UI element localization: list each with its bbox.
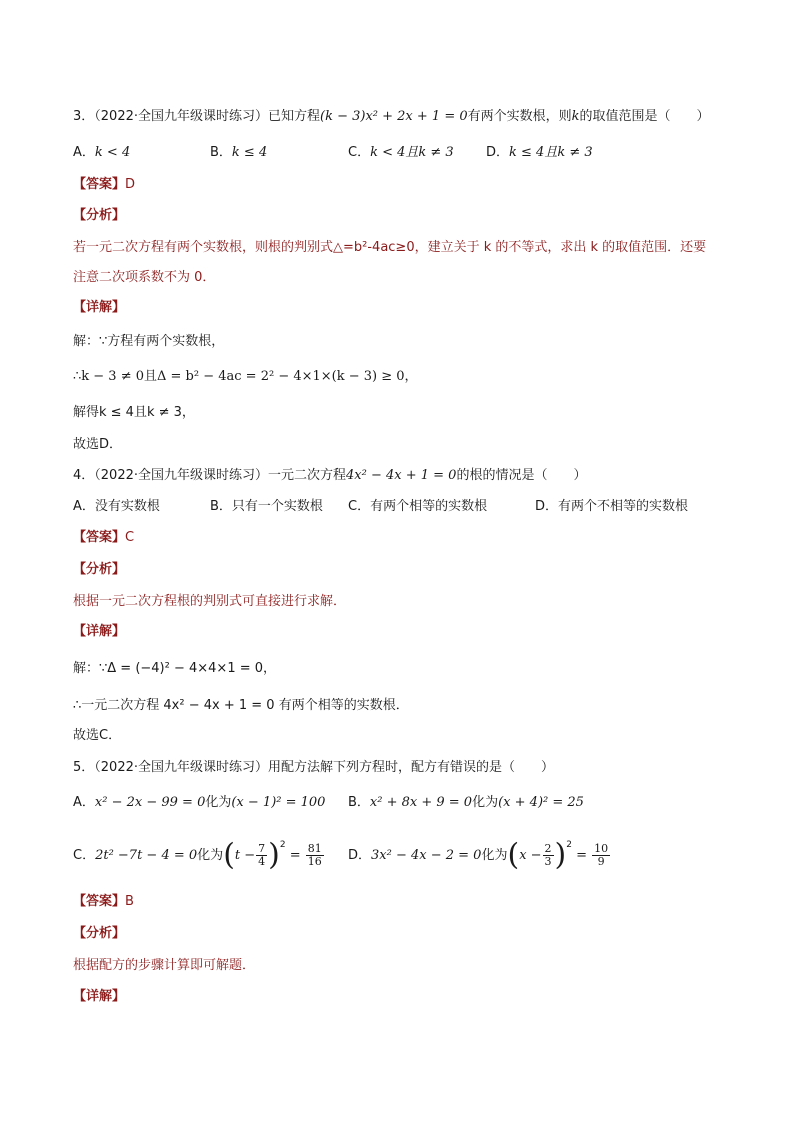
numerator: 10 (594, 842, 609, 855)
fraction (592, 843, 610, 868)
option-letter: A． (73, 499, 95, 514)
q3-option-c[interactable] (348, 144, 454, 162)
answer-label: 【答案】 (73, 530, 126, 545)
q5-option-a[interactable] (73, 794, 325, 812)
option-text: k < 4且k ≠ 3 (370, 145, 454, 160)
q4-number: 4． (73, 468, 95, 483)
q3-option-b[interactable] (210, 144, 267, 162)
q3-stem (73, 108, 710, 126)
q3-option-d[interactable] (486, 144, 593, 162)
q3-stem-c: 的取值范围是（ ） (579, 109, 710, 124)
option-text: 有两个相等的实数根 (370, 499, 488, 514)
analysis-label: 【分析】 (73, 562, 126, 577)
q4-stem-b: 的根的情况是（ ） (456, 468, 587, 483)
fraction (543, 843, 554, 868)
q3-detail-4: 故选D． (73, 437, 123, 452)
option-letter: C． (73, 848, 96, 863)
q5-number: 5． (73, 760, 95, 775)
option-equation: x² + 8x + 9 = 0 (369, 795, 473, 810)
q5-source: （2022·全国九年级课时练习） (94, 760, 268, 775)
detail-label: 【详解】 (73, 300, 126, 315)
option-text: k < 4 (94, 145, 131, 160)
q3-number: 3． (73, 109, 95, 124)
option-equation: 3x² − 4x − 2 = 0 (371, 848, 482, 863)
numerator: 81 (307, 842, 322, 855)
q5-analysis-1: 根据配方的步骤计算即可解题． (73, 958, 256, 973)
answer-label: 【答案】 (73, 894, 126, 909)
option-mid: 化为 (205, 795, 232, 810)
denominator: 16 (307, 855, 322, 868)
q4-detail-3: 故选C． (73, 728, 122, 743)
option-mid: 化为 (472, 795, 499, 810)
numerator: 7 (258, 842, 266, 855)
exponent: 2 (566, 840, 572, 850)
q3-equation: (k − 3)x² + 2x + 1 = 0 (320, 109, 468, 124)
q3-analysis-label (73, 207, 125, 225)
q3-answer (73, 176, 135, 194)
option-inner: x − (519, 848, 542, 863)
analysis-label: 【分析】 (73, 208, 126, 223)
option-letter: D． (535, 499, 559, 514)
option-text: 只有一个实数根 (231, 499, 323, 514)
numerator: 2 (544, 842, 552, 855)
q4-analysis-label (73, 561, 125, 579)
option-letter: D． (486, 145, 510, 160)
fraction (256, 843, 267, 868)
q3-stem-a: 已知方程 (268, 109, 321, 124)
q4-equation: 4x² − 4x + 1 = 0 (346, 468, 457, 483)
option-text: k ≤ 4且k ≠ 3 (509, 145, 593, 160)
q3-analysis-1: 若一元二次方程有两个实数根，则根的判别式△=b²-4ac≥0，建立关于 k 的不等式，求出 k 的取值范围．还要 (73, 240, 707, 255)
q3-option-a[interactable] (73, 144, 130, 162)
option-text: 有两个不相等的实数根 (558, 499, 689, 514)
option-letter: B． (210, 499, 232, 514)
option-letter: D． (348, 848, 372, 863)
q4-option-b[interactable] (210, 498, 323, 516)
denominator: 4 (258, 855, 266, 868)
paren-close: ) (268, 837, 280, 873)
q3-analysis-2: 注意二次项系数不为 0． (73, 270, 216, 285)
q5-option-d[interactable] (348, 836, 611, 871)
detail-label: 【详解】 (73, 989, 126, 1004)
option-text: 没有实数根 (94, 499, 160, 514)
q4-detail-1: 解：∵Δ = (−4)² − 4×4×1 = 0， (73, 661, 277, 676)
q4-option-c[interactable] (348, 498, 487, 516)
denominator: 9 (597, 855, 605, 868)
paren-open: ( (223, 837, 235, 873)
option-mid: 化为 (481, 848, 508, 863)
paren-open: ( (507, 837, 520, 873)
q3-detail-1: 解：∵方程有两个实数根， (73, 334, 225, 349)
q3-var: k (571, 109, 580, 124)
option-inner: t − (234, 848, 256, 863)
q4-analysis-1: 根据一元二次方程根的判别式可直接进行求解． (73, 594, 347, 609)
option-letter: A． (73, 795, 95, 810)
q4-option-d[interactable] (535, 498, 688, 516)
option-letter: A． (73, 145, 95, 160)
option-equation: x² − 2x − 99 = 0 (94, 795, 206, 810)
analysis-label: 【分析】 (73, 926, 126, 941)
q4-source: （2022·全国九年级课时练习） (94, 468, 268, 483)
answer-value: B (125, 894, 134, 909)
equals-sign: = (572, 848, 592, 863)
paren-close: ) (554, 837, 567, 873)
q3-detail-label (73, 299, 125, 317)
option-letter: B． (348, 795, 370, 810)
fraction (306, 843, 324, 868)
detail-label: 【详解】 (73, 624, 126, 639)
q3-detail-2: ∴k − 3 ≠ 0且Δ = b² − 4ac = 2² − 4×1×(k − 3) ≥ 0， (73, 369, 418, 384)
q4-option-a[interactable] (73, 498, 160, 516)
q4-stem (73, 467, 586, 485)
denominator: 3 (544, 855, 552, 868)
q4-detail-label (73, 623, 125, 641)
option-text: k ≤ 4 (231, 145, 268, 160)
answer-value: D (125, 177, 136, 192)
option-mid: 化为 (197, 848, 224, 863)
exponent: 2 (279, 840, 286, 850)
q4-answer (73, 529, 134, 547)
option-letter: C． (348, 145, 371, 160)
q3-source: （2022·全国九年级课时练习） (94, 109, 268, 124)
option-letter: B． (210, 145, 232, 160)
answer-value: C (125, 530, 135, 545)
q5-analysis-label (73, 925, 125, 943)
option-equation: 2t² −7t − 4 = 0 (95, 848, 198, 863)
q4-stem-a: 一元二次方程 (268, 468, 347, 483)
option-letter: C． (348, 499, 371, 514)
equals-sign: = (285, 848, 305, 863)
q5-option-b[interactable] (348, 794, 584, 812)
q5-option-c[interactable] (73, 836, 325, 871)
q3-stem-b: 有两个实数根，则 (467, 109, 572, 124)
q5-answer (73, 893, 134, 911)
option-result: (x − 1)² = 100 (231, 795, 326, 810)
answer-label: 【答案】 (73, 177, 126, 192)
q5-detail-label (73, 988, 125, 1006)
q5-stem (73, 759, 554, 777)
q5-stem-text: 用配方法解下列方程时，配方有错误的是（ ） (268, 760, 555, 775)
option-result: (x + 4)² = 25 (498, 795, 584, 810)
q4-detail-2: ∴一元二次方程 4x² − 4x + 1 = 0 有两个相等的实数根． (73, 698, 409, 713)
q3-detail-3: 解得k ≤ 4且k ≠ 3， (73, 405, 195, 420)
